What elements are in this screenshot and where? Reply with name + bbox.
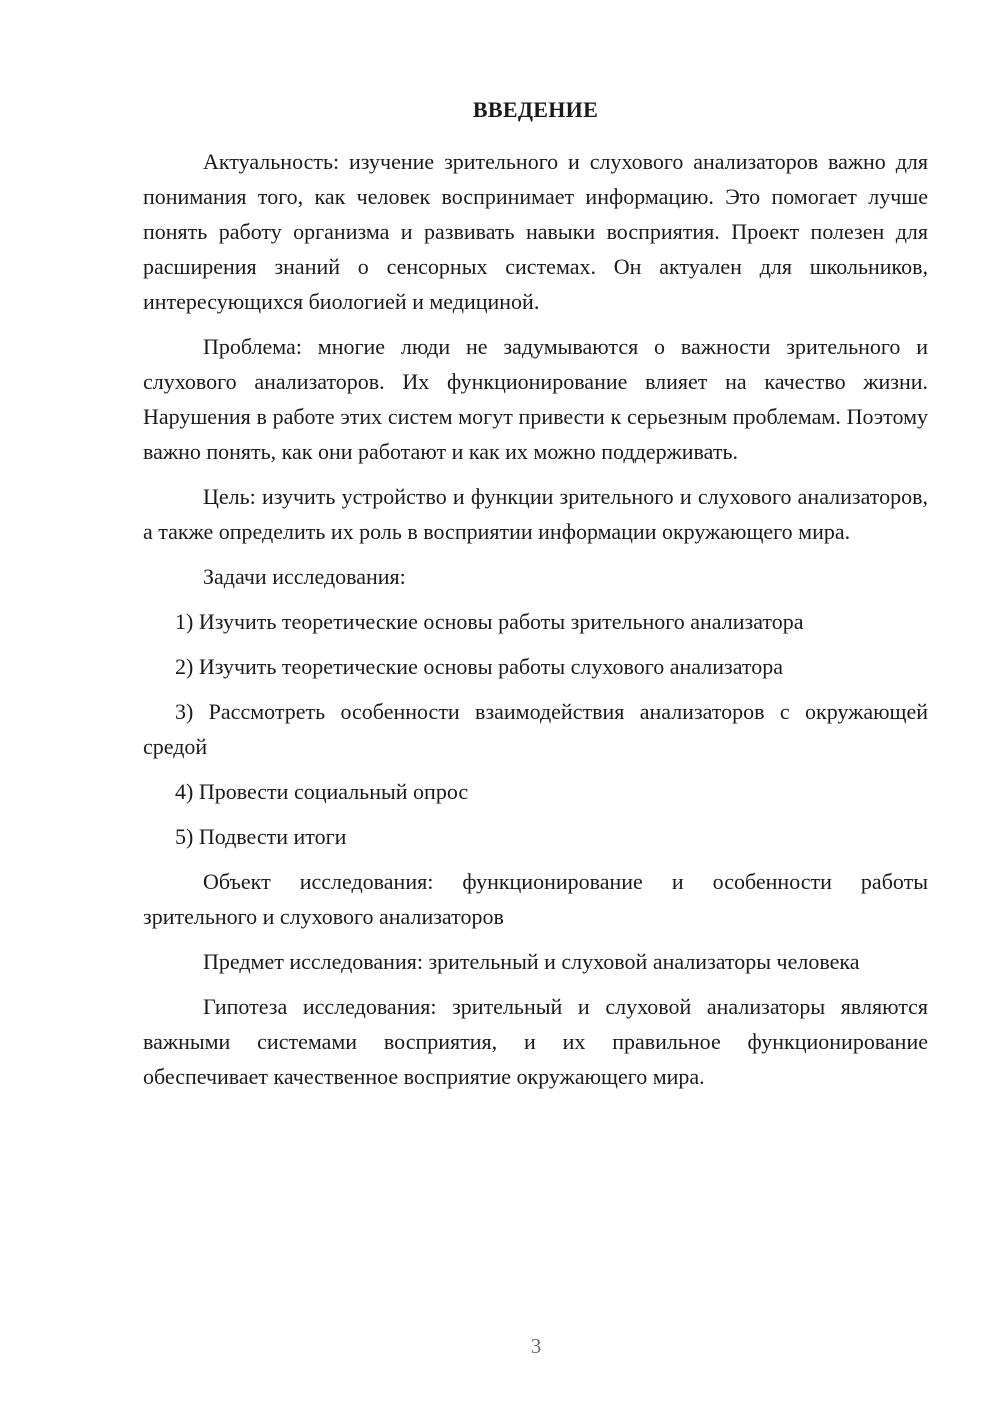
- problem-paragraph: Проблема: многие люди не задумываются о важности зрительного и слухового анализаторов. Их функционирование влияет на качество жизни. Нарушения в работе этих систем могут привести к серьезным проблемам. Поэтому важно понять, как они работают и как их можно поддерживать.: [143, 334, 928, 464]
- section-title: ВВЕДЕНИЕ: [472, 97, 599, 122]
- document-page: [143, 96, 928, 1094]
- tasks-heading: Задачи исследования:: [203, 564, 406, 589]
- subject-paragraph: Предмет исследования: зрительный и слуховой анализаторы человека: [203, 949, 860, 974]
- goal-paragraph: Цель: изучить устройство и функции зрительного и слухового анализаторов, а также определить их роль в восприятии информации окружающего мира.: [143, 484, 928, 544]
- task-item: 3) Рассмотреть особенности взаимодействия анализаторов с окружающей средой: [143, 699, 928, 759]
- task-item: 5) Подвести итоги: [175, 824, 347, 849]
- task-item: 2) Изучить теоретические основы работы слухового анализатора: [175, 654, 783, 679]
- task-item: 1) Изучить теоретические основы работы зрительного анализатора: [175, 609, 804, 634]
- hypothesis-paragraph: Гипотеза исследования: зрительный и слуховой анализаторы являются важными системами восприятия, и их правильное функционирование обеспечивает качественное восприятие окружающего мира.: [143, 994, 928, 1089]
- relevance-paragraph: Актуальность: изучение зрительного и слухового анализаторов важно для понимания того, как человек воспринимает информацию. Это помогает лучше понять работу организма и развивать навыки восприятия. Проект полезен для расширения знаний о сенсорных системах. Он актуален для школьников, интересующихся биологией и медициной.: [143, 149, 928, 314]
- task-item: 4) Провести социальный опрос: [175, 779, 469, 804]
- page-number: 3: [530, 1334, 542, 1358]
- tasks-list: [143, 604, 928, 854]
- object-paragraph: Объект исследования: функционирование и особенности работы зрительного и слухового анализаторов: [143, 869, 928, 929]
